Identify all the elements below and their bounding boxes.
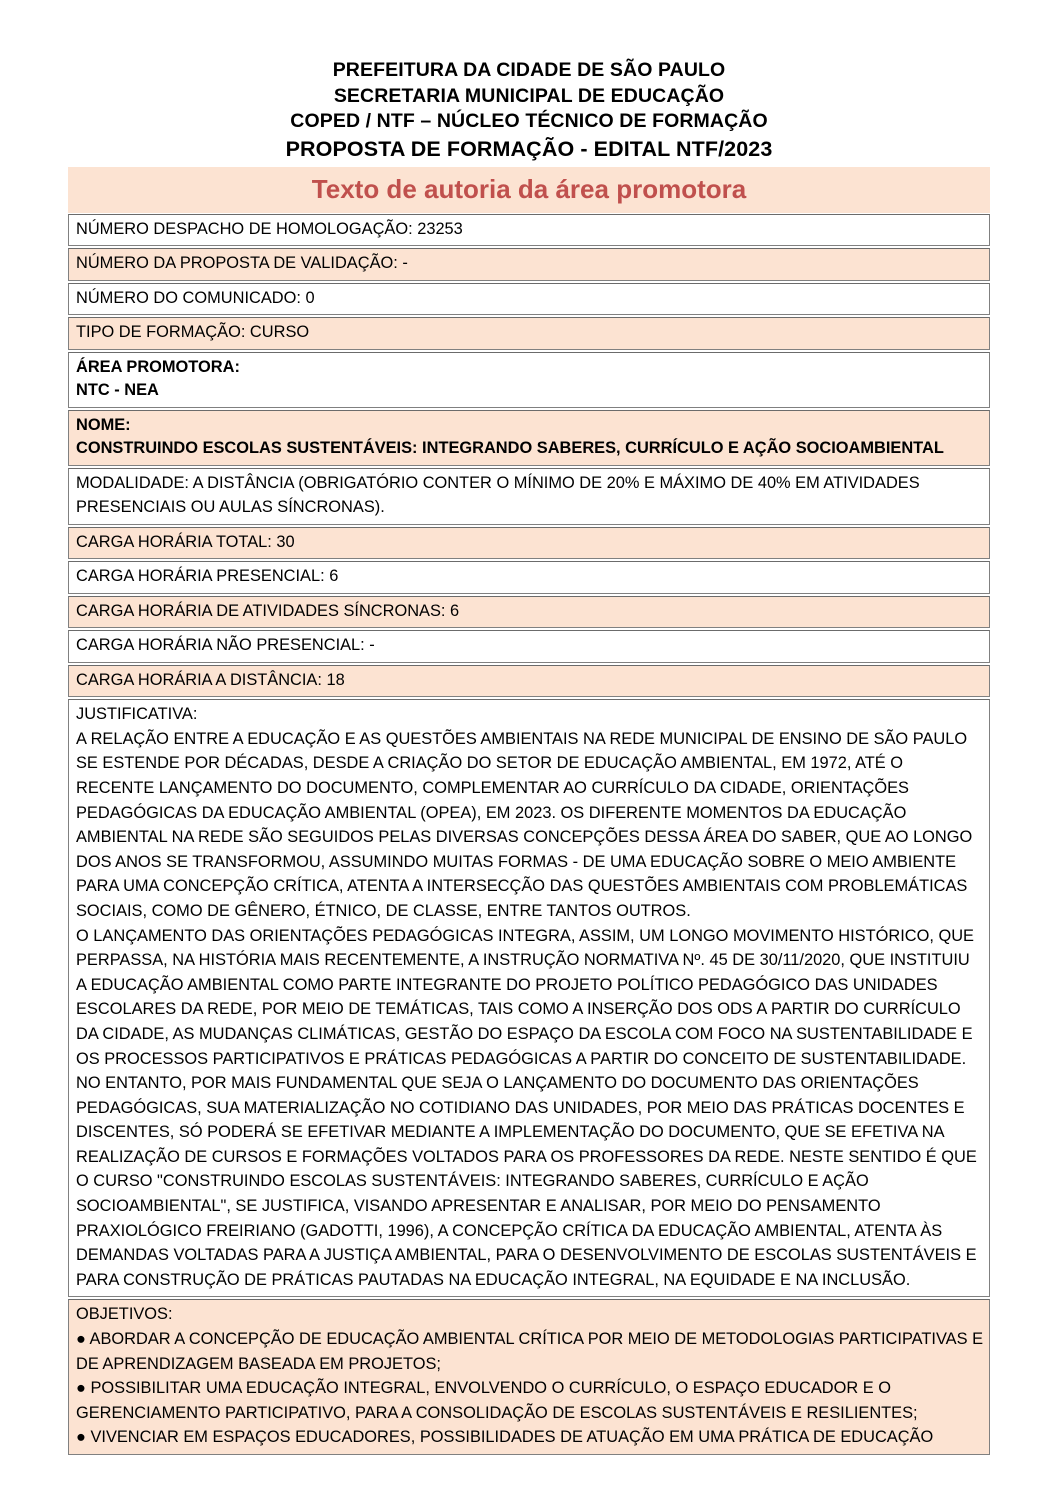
objetivos-label: OBJETIVOS: [76,1305,173,1324]
justificativa-paragraph-3: NO ENTANTO, POR MAIS FUNDAMENTAL QUE SEJA O LANÇAMENTO DO DOCUMENTO DAS ORIENTAÇÕES PEDAGÓGICAS, SUA MATERIALIZAÇÃO NO COTIDIANO DAS UNIDADES, POR MEIO DAS PRÁTICAS DOCENTES E DISCENTES, SÓ PODERÁ SE EFETIVAR MEDIANTE A IMPLEMENTAÇÃO DO DOCUMENTO, QUE SE EFETIVA NA REALIZAÇÃO DE CURSOS E FORMAÇÕES VOLTADOS PARA OS PROFESSORES DA REDE. NESTE SENTIDO É QUE O CURSO "CONSTRUINDO ESCOLAS SUSTENTÁVEIS: INTEGRANDO SABERES, CURRÍCULO E AÇÃO SOCIOAMBIENTAL", SE JUSTIFICA, VISANDO APRESENTAR E ANALISAR, POR MEIO DO PENSAMENTO PRAXIOLÓGICO FREIRIANO (GADOTTI, 1996), A CONCEPÇÃO CRÍTICA DA EDUCAÇÃO AMBIENTAL, ATENTA ÀS DEMANDAS VOLTADAS PARA A JUSTIÇA AMBIENTAL, PARA O DESENVOLVIMENTO DE ESCOLAS SUSTENTÁVEIS E PARA CONSTRUÇÃO DE PRÁTICAS PAUTADAS NA EDUCAÇÃO INTEGRAL, NA EQUIDADE E NA INCLUSÃO. [76,1074,977,1289]
row-carga-total: CARGA HORÁRIA TOTAL: 30 [68,527,990,560]
row-objetivos [68,1299,990,1455]
area-promotora-value: NTC - NEA [76,381,159,399]
row-carga-distancia: CARGA HORÁRIA A DISTÂNCIA: 18 [68,665,990,698]
justificativa-paragraph-1: A RELAÇÃO ENTRE A EDUCAÇÃO E AS QUESTÕES AMBIENTAIS NA REDE MUNICIPAL DE ENSINO DE SÃO PAULO SE ESTENDE POR DÉCADAS, DESDE A CRIAÇÃO DO SETOR DE EDUCAÇÃO AMBIENTAL, EM 1972, ATÉ O RECENTE LANÇAMENTO DO DOCUMENTO, COMPLEMENTAR AO CURRÍCULO DA CIDADE, ORIENTAÇÕES PEDAGÓGICAS DA EDUCAÇÃO AMBIENTAL (OPEA), EM 2023. OS DIFERENTE MOMENTOS DA EDUCAÇÃO AMBIENTAL NA REDE SÃO SEGUIDOS PELAS DIVERSAS CONCEPÇÕES DESSA ÁREA DO SABER, QUE AO LONGO DOS ANOS SE TRANSFORMOU, ASSUMINDO MUITAS FORMAS - DE UMA EDUCAÇÃO SOBRE O MEIO AMBIENTE PARA UMA CONCEPÇÃO CRÍTICA, ATENTA A INTERSECÇÃO DAS QUESTÕES AMBIENTAIS COM PROBLEMÁTICAS SOCIAIS, COMO DE GÊNERO, ÉTNICO, DE CLASSE, ENTRE TANTOS OUTROS. [76,729,973,920]
row-numero-proposta: NÚMERO DA PROPOSTA DE VALIDAÇÃO: - [68,248,990,281]
objetivos-item-3: ● VIVENCIAR EM ESPAÇOS EDUCADORES, POSSIBILIDADES DE ATUAÇÃO EM UMA PRÁTICA DE EDUCAÇÃO [76,1428,934,1447]
row-carga-sincronas: CARGA HORÁRIA DE ATIVIDADES SÍNCRONAS: 6 [68,596,990,629]
row-modalidade: MODALIDADE: A DISTÂNCIA (OBRIGATÓRIO CONTER O MÍNIMO DE 20% E MÁXIMO DE 40% EM ATIVIDADES PRESENCIAIS OU AULAS SÍNCRONAS). [68,468,990,525]
header-line-secretaria: SECRETARIA MUNICIPAL DE EDUCAÇÃO [333,84,725,107]
row-justificativa [68,699,990,1297]
row-area-promotora [68,352,990,408]
justificativa-paragraph-2: O LANÇAMENTO DAS ORIENTAÇÕES PEDAGÓGICAS INTEGRA, ASSIM, UM LONGO MOVIMENTO HISTÓRICO, QUE PERPASSA, NA HISTÓRIA MAIS RECENTEMENTE, A INSTRUÇÃO NORMATIVA Nº. 45 DE 30/11/2020, QUE INSTITUIU A EDUCAÇÃO AMBIENTAL COMO PARTE INTEGRANTE DO PROJETO POLÍTICO PEDAGÓGICO DAS UNIDADES ESCOLARES DA REDE, POR MEIO DE TEMÁTICAS, TAIS COMO A INSERÇÃO DOS ODS A PARTIR DO CURRÍCULO DA CIDADE, AS MUDANÇAS CLIMÁTICAS, GESTÃO DO ESPAÇO DA ESCOLA COM FOCO NA SUSTENTABILIDADE E OS PROCESSOS PARTICIPATIVOS E PRÁTICAS PEDAGÓGICAS A PARTIR DO CONCEITO DE SUSTENTABILIDADE. [76,926,974,1068]
row-numero-despacho: NÚMERO DESPACHO DE HOMOLOGAÇÃO: 23253 [68,214,990,247]
nome-label: NOME: [76,415,131,434]
header-line-prefeitura: PREFEITURA DA CIDADE DE SÃO PAULO [332,59,726,81]
row-carga-nao-presencial: CARGA HORÁRIA NÃO PRESENCIAL: - [68,630,990,663]
nome-value: CONSTRUINDO ESCOLAS SUSTENTÁVEIS: INTEGRANDO SABERES, CURRÍCULO E AÇÃO SOCIOAMBIENTAL [76,439,944,457]
document-header [0,0,1058,163]
objetivos-item-1: ● ABORDAR A CONCEPÇÃO DE EDUCAÇÃO AMBIENTAL CRÍTICA POR MEIO DE METODOLOGIAS PARTICIPATIVAS E DE APRENDIZAGEM BASEADA EM PROJETOS; [76,1330,984,1373]
header-line-coped-ntf: COPED / NTF – NÚCLEO TÉCNICO DE FORMAÇÃO [290,110,768,132]
row-tipo-formacao: TIPO DE FORMAÇÃO: CURSO [68,317,990,350]
objetivos-item-2: ● POSSIBILITAR UMA EDUCAÇÃO INTEGRAL, ENVOLVENDO O CURRÍCULO, O ESPAÇO EDUCADOR E O GERENCIAMENTO PARTICIPATIVO, PARA A CONSOLIDAÇÃO DE ESCOLAS SUSTENTÁVEIS E RESILIENTES; [76,1379,918,1422]
row-numero-comunicado: NÚMERO DO COMUNICADO: 0 [68,283,990,316]
justificativa-label: JUSTIFICATIVA: [76,705,198,724]
area-promotora-label: ÁREA PROMOTORA: [76,357,240,376]
header-line-proposta-edital: PROPOSTA DE FORMAÇÃO - EDITAL NTF/2023 [285,136,773,161]
row-nome [68,410,990,466]
row-carga-presencial: CARGA HORÁRIA PRESENCIAL: 6 [68,561,990,594]
banner-texto-autoria: Texto de autoria da área promotora [68,167,990,213]
proposal-table [68,167,990,1456]
